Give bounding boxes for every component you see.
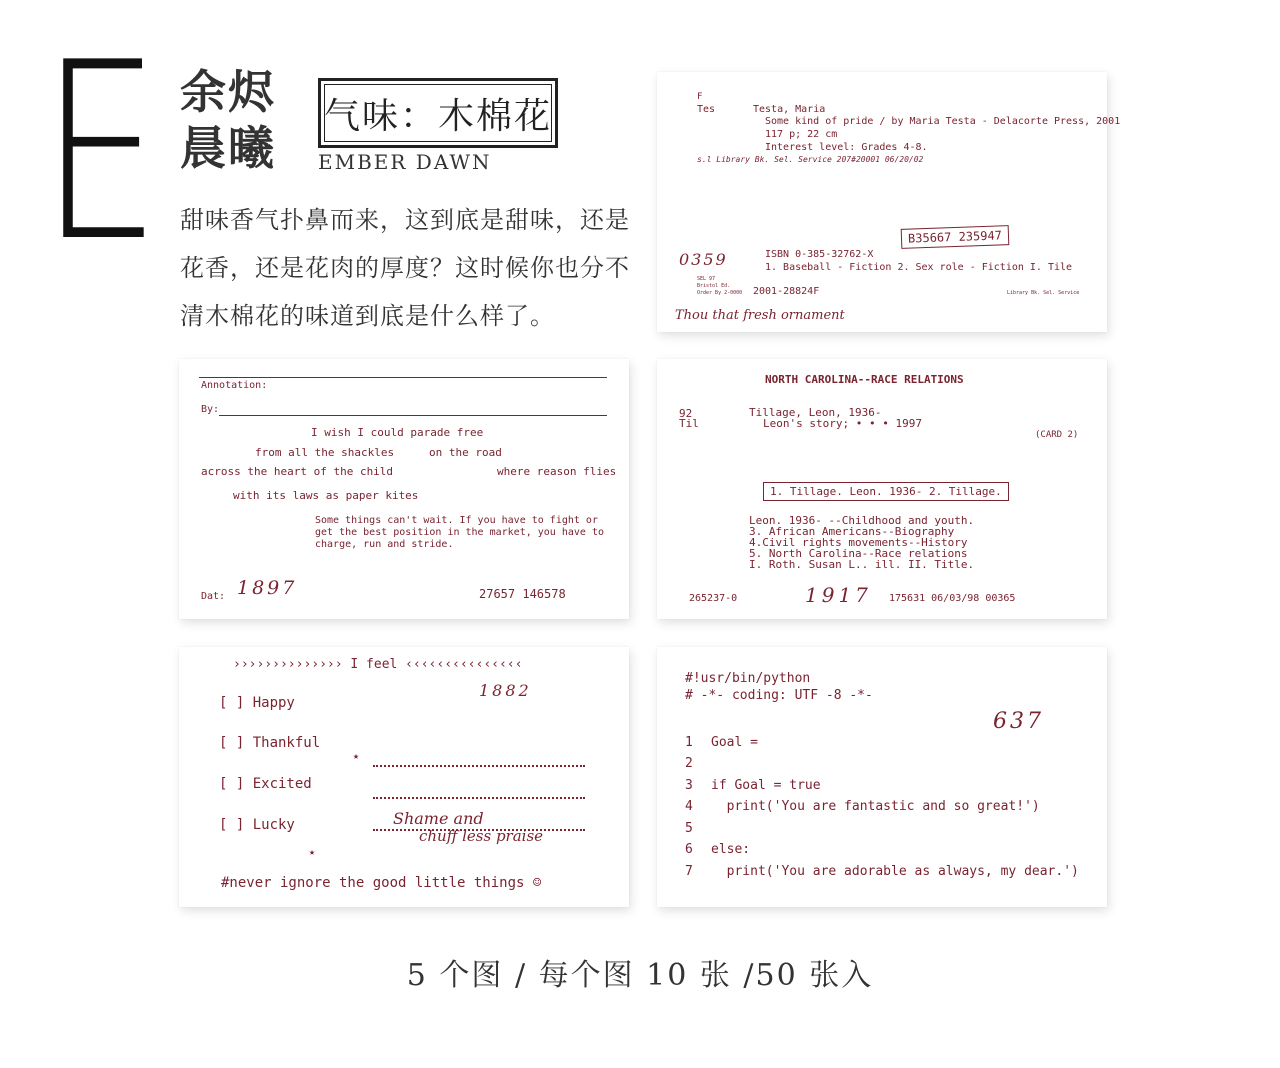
card-race-relations (657, 359, 1107, 619)
card-library-catalog (657, 72, 1121, 332)
card5-line-no-6: 6 (685, 842, 693, 857)
card1-footer-small: Library Bk. Sel. Service (1007, 290, 1080, 296)
card4-hand-number: 1882 (479, 681, 532, 700)
card4-dotted-line-2 (373, 797, 585, 799)
card5-line-no-3: 3 (685, 778, 693, 793)
card1-hand-number: 0359 (679, 250, 728, 269)
card-python-code (657, 647, 1107, 907)
card2-line4: with its laws as paper kites (233, 489, 419, 502)
card3-subject5: I. Roth. Susan L.. ill. II. Title. (749, 558, 975, 571)
card2-paragraph: Some things can't wait. If you have to fight or get the best position in the market, you have to charge, run and stride. (315, 515, 604, 550)
card5-line-no-7: 7 (685, 864, 693, 879)
card3-call2: Til (679, 417, 699, 430)
card5-line-no-2: 2 (685, 756, 693, 771)
card1-small-a: SEL 97 (697, 276, 716, 282)
card4-item-excited: [ ] Excited (219, 776, 312, 792)
star-icon-lower: ★ (309, 847, 316, 858)
card4-footer: #never ignore the good little things ☺ (221, 875, 542, 891)
card3-subject4: 5. North Carolina--Race relations (749, 547, 968, 560)
card1-library: s.l Library Bk. Sel. Service 207#20001 06/20/02 (697, 155, 924, 164)
title-english: EMBER DAWN (318, 150, 492, 174)
card4-dotted-line-1 (373, 765, 585, 767)
card1-order-no: 2001-28824F (753, 286, 820, 297)
card3-author-line: Tillage, Leon, 1936- (749, 406, 882, 419)
card4-item-lucky: [ ] Lucky (219, 817, 295, 833)
card1-subjects: 1. Baseball - Fiction 2. Sex role - Fiction I. Tile (765, 262, 1073, 273)
card3-subject1: Leon. 1936- --Childhood and youth. (749, 514, 975, 527)
card2-line2a: from all the shackles (255, 446, 395, 459)
card1-handwriting: Thou that fresh ornament (675, 308, 845, 323)
card3-card-no: (CARD 2) (1035, 430, 1079, 440)
card5-line-no-5: 5 (685, 821, 693, 836)
card2-top-rule (199, 377, 607, 378)
card2-number: 27657 146578 (479, 587, 566, 601)
card2-line2b: on the road (429, 446, 502, 459)
card1-tes: Tes (697, 104, 716, 115)
card2-by: By: (201, 404, 220, 415)
card3-call1: 92 (679, 407, 693, 420)
card4-hand-b: chuff less praise (419, 827, 544, 845)
card2-annotation: Annotation: (201, 380, 268, 391)
card5-code-6: else: (711, 842, 751, 857)
card2-dat: Dat: (201, 591, 226, 602)
card1-stamp: B35667 235947 (901, 225, 1010, 249)
title-cn-line1: 余烬 (180, 65, 276, 119)
card5-coding: # -*- coding: UTF -8 -*- (685, 688, 873, 703)
card5-code-3: if Goal = true (711, 778, 821, 793)
card1-pages: 117 p; 22 cm (765, 129, 838, 140)
card2-line3a: across the heart of the child (201, 465, 394, 478)
card3-right-no: 175631 06/03/98 00365 (889, 593, 1016, 604)
card3-title-line: Leon's story; • • • 1997 (763, 417, 922, 430)
card2-by-rule (219, 415, 607, 416)
card1-small-c: Order By 2-0000 (697, 290, 743, 296)
card1-isbn: ISBN 0-385-32762-X (765, 249, 874, 260)
card3-header: NORTH CAROLINA--RACE RELATIONS (765, 373, 964, 386)
card2-line3b: where reason flies (497, 465, 617, 478)
card-feelings-checklist (179, 647, 629, 907)
card4-header: ›››››››››››››› I feel ‹‹‹‹‹‹‹‹‹‹‹‹‹‹‹ (233, 657, 523, 672)
card-annotation-poem (179, 359, 629, 619)
card1-small-b: Bristol Ed. (697, 283, 731, 289)
card1-f: F (697, 92, 703, 102)
card2-hand-number: 1897 (237, 577, 298, 599)
card4-hand-a: Shame and (393, 809, 484, 828)
card3-hand-number: 1917 (805, 583, 872, 607)
card3-subject3: 4.Civil rights movements--History (749, 536, 968, 549)
title-cn-line2: 晨曦 (180, 121, 276, 175)
card5-line-no-4: 4 (685, 799, 693, 814)
card5-code-4: print('You are fantastic and so great!') (711, 799, 1040, 814)
card3-boxed-subjects: 1. Tillage. Leon. 1936- 2. Tillage. (763, 482, 1009, 501)
card5-code-1: Goal = (711, 735, 758, 750)
card5-hand-number: 637 (993, 709, 1044, 734)
card5-shebang: #!usr/bin/python (685, 671, 811, 686)
pack-caption: 5 个图 / 每个图 10 张 /50 张入 (406, 958, 874, 993)
card5-line-no-1: 1 (685, 735, 693, 750)
scent-label: 气味：木棉花 (323, 95, 552, 137)
star-icon: ★ (353, 751, 360, 762)
card1-author: Testa, Maria (753, 104, 826, 115)
card3-left-no: 265237-0 (689, 593, 738, 604)
description-text: 甜味香气扑鼻而来，这到底是甜味，还是花香，还是花肉的厚度？这时候你也分不清木棉花的味道到底是什么样了。 (180, 206, 630, 330)
card2-line1: I wish I could parade free (311, 426, 484, 439)
scent-label-box (318, 78, 558, 148)
card1-interest: Interest level: Grades 4-8. (765, 142, 928, 153)
card3-subject2: 3. African Americans--Biography (749, 525, 955, 538)
card4-item-thankful: [ ] Thankful (219, 735, 321, 751)
card4-item-happy: [ ] Happy (219, 695, 295, 711)
series-letter: E (40, 10, 161, 295)
card5-code-7: print('You are adorable as always, my dear.') (711, 864, 1079, 879)
title-chinese (180, 64, 276, 176)
card1-title-line: Some kind of pride / by Maria Testa - Delacorte Press, 2001 (765, 116, 1121, 127)
